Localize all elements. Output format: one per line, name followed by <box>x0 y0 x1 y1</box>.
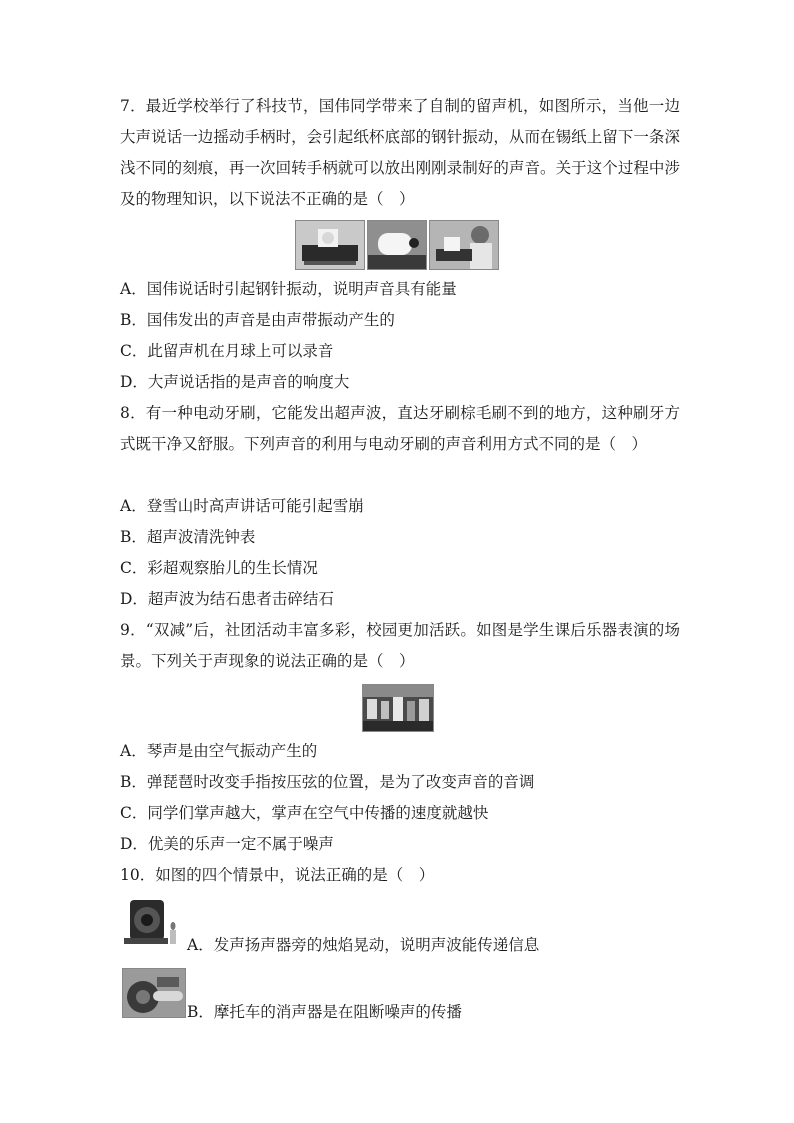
q9-option-a: A．琴声是由空气振动产生的 <box>120 742 318 760</box>
q7-option-b: B．国伟发出的声音是由声带振动产生的 <box>120 311 395 329</box>
phonograph-photo-3 <box>429 220 499 270</box>
q8-option-d: D．超声波为结石患者击碎结石 <box>120 590 334 608</box>
phonograph-photo-1 <box>295 220 365 270</box>
speaker-candle-photo <box>122 896 182 948</box>
q9-option-b: B．弹琵琶时改变手指按压弦的位置，是为了改变声音的音调 <box>120 773 535 791</box>
q7-option-d: D．大声说话指的是声音的响度大 <box>120 373 350 391</box>
q7-option-c: C．此留声机在月球上可以录音 <box>120 342 334 360</box>
q9-option-c: C．同学们掌声越大，掌声在空气中传播的速度就越快 <box>120 804 489 822</box>
motorcycle-muffler-photo <box>122 968 186 1018</box>
q10-option-b: B．摩托车的消声器是在阻断噪声的传播 <box>187 1003 462 1021</box>
q8-option-b: B．超声波清洗钟表 <box>120 528 256 546</box>
q10-stem: 10．如图的四个情景中，说法正确的是（ ） <box>120 866 435 884</box>
q9-option-d: D．优美的乐声一定不属于噪声 <box>120 835 334 853</box>
q7-stem: 7．最近学校举行了科技节，国伟同学带来了自制的留声机，如图所示，当他一边大声说话一边摇动手柄时，会引起纸杯底部的钢针振动，从而在锡纸上留下一条深浅不同的刻痕，再一次回转手柄就可以放出刚刚录制好的声音。关于这个过程中涉及的物理知识，以下说法不正确的是（ ） <box>120 97 680 208</box>
music-performance-photo <box>362 684 434 732</box>
q9-stem: 9．“双减”后，社团活动丰富多彩，校园更加活跃。如图是学生课后乐器表演的场景。下列关于声现象的说法正确的是（ ） <box>120 621 680 670</box>
q8-option-a: A．登雪山时高声讲话可能引起雪崩 <box>120 497 364 515</box>
q7-option-a: A．国伟说话时引起钢针振动，说明声音具有能量 <box>120 280 457 298</box>
phonograph-photo-2 <box>367 220 427 270</box>
q8-option-c: C．彩超观察胎儿的生长情况 <box>120 559 318 577</box>
q8-stem: 8．有一种电动牙刷，它能发出超声波，直达牙刷棕毛刷不到的地方，这种刷牙方式既干净又舒服。下列声音的利用与电动牙刷的声音利用方式不同的是（ ） <box>120 404 680 453</box>
q10-option-a: A．发声扬声器旁的烛焰晃动，说明声波能传递信息 <box>187 936 540 954</box>
